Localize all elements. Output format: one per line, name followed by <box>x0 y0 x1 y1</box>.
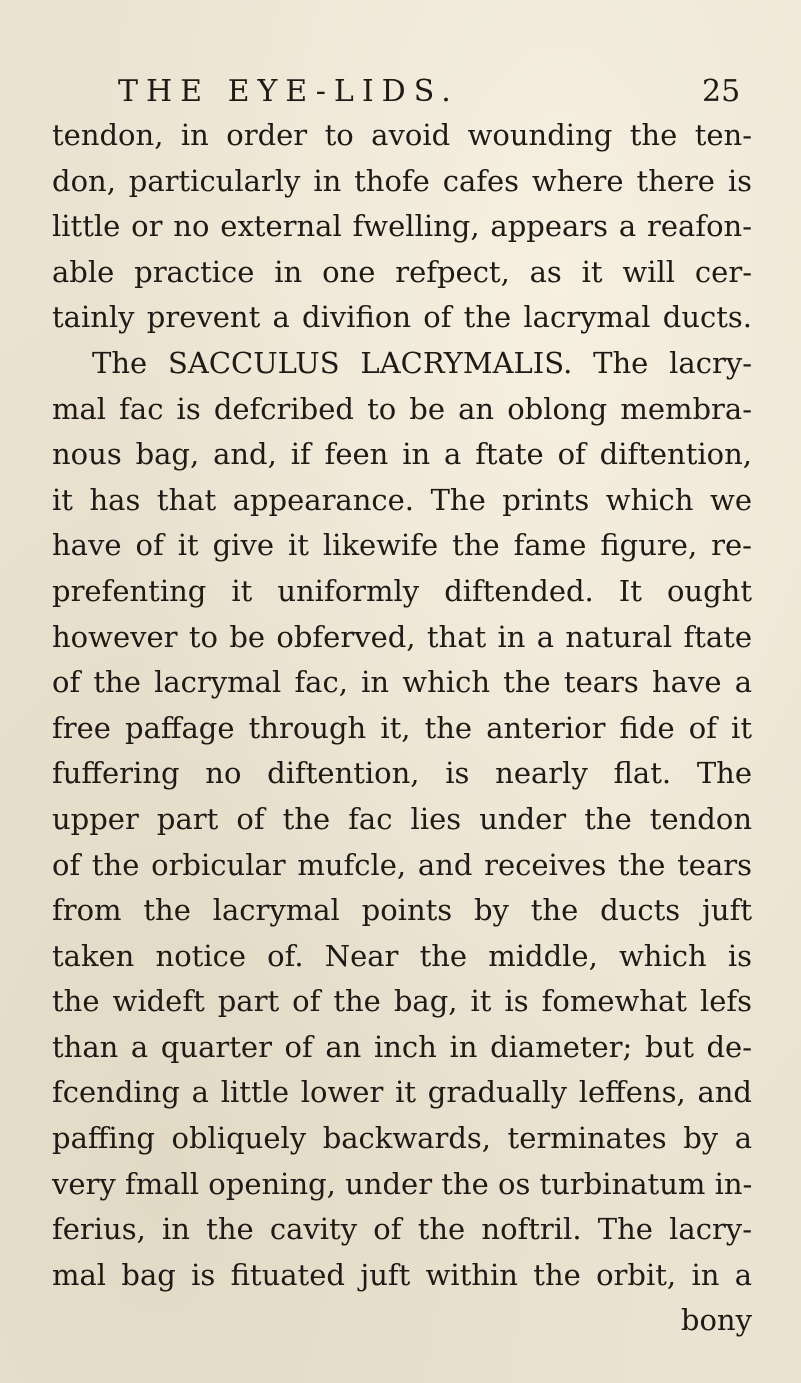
text-line: free paffage through it, the anterior fide of it <box>52 710 752 745</box>
text-line: very fmall opening, under the os turbinatum in- <box>52 1166 753 1201</box>
text-line: mal fac is defcribed to be an oblong membra- <box>52 391 752 426</box>
text-line: than a quarter of an inch in diameter; but de- <box>52 1029 752 1064</box>
text-line: however to be obferved, that in a natural ftate <box>52 619 752 654</box>
text-line: the wideft part of the bag, it is fomewhat lefs <box>52 984 752 1019</box>
text-line: little or no external fwelling, appears a reafon- <box>52 209 752 244</box>
text-line: able practice in one refpect, as it will cer- <box>52 254 752 289</box>
text-line: prefenting it uniformly diftended. It ought <box>52 573 752 608</box>
text-line: fcending a little lower it gradually leffens, and <box>52 1075 752 1110</box>
text-line: taken notice of. Near the middle, which is <box>52 938 752 973</box>
text-line: ferius, in the cavity of the noftril. The lacry- <box>52 1212 752 1247</box>
section-heading-line: The SACCULUS LACRYMALIS. The lacry- <box>92 345 752 380</box>
running-title: THE EYE-LIDS. <box>118 74 459 109</box>
text-line: it has that appearance. The prints which we <box>52 482 752 517</box>
text-line: fuffering no diftention, is nearly flat. The <box>52 756 752 791</box>
page-number: 25 <box>702 74 741 109</box>
text-line: mal bag is fituated juft within the orbit, in a <box>52 1257 752 1292</box>
body-text <box>52 113 752 1344</box>
text-line: nous bag, and, if feen in a ftate of diftention, <box>52 437 752 472</box>
catchword: bony <box>680 1303 752 1338</box>
text-line: tainly prevent a divifion of the lacrymal ducts. <box>52 300 752 335</box>
text-line: from the lacrymal points by the ducts juft <box>52 893 752 928</box>
text-line: of the lacrymal fac, in which the tears have a <box>52 665 752 700</box>
text-line: tendon, in order to avoid wounding the ten- <box>52 118 752 152</box>
text-line: paffing obliquely backwards, terminates by a <box>52 1121 752 1156</box>
text-line: upper part of the fac lies under the tendon <box>52 801 752 836</box>
text-line: of the orbicular mufcle, and receives the tears <box>52 847 752 882</box>
text-line: don, particularly in thofe cafes where there is <box>52 163 752 198</box>
text-line: have of it give it likewife the fame figure, re- <box>52 528 752 563</box>
